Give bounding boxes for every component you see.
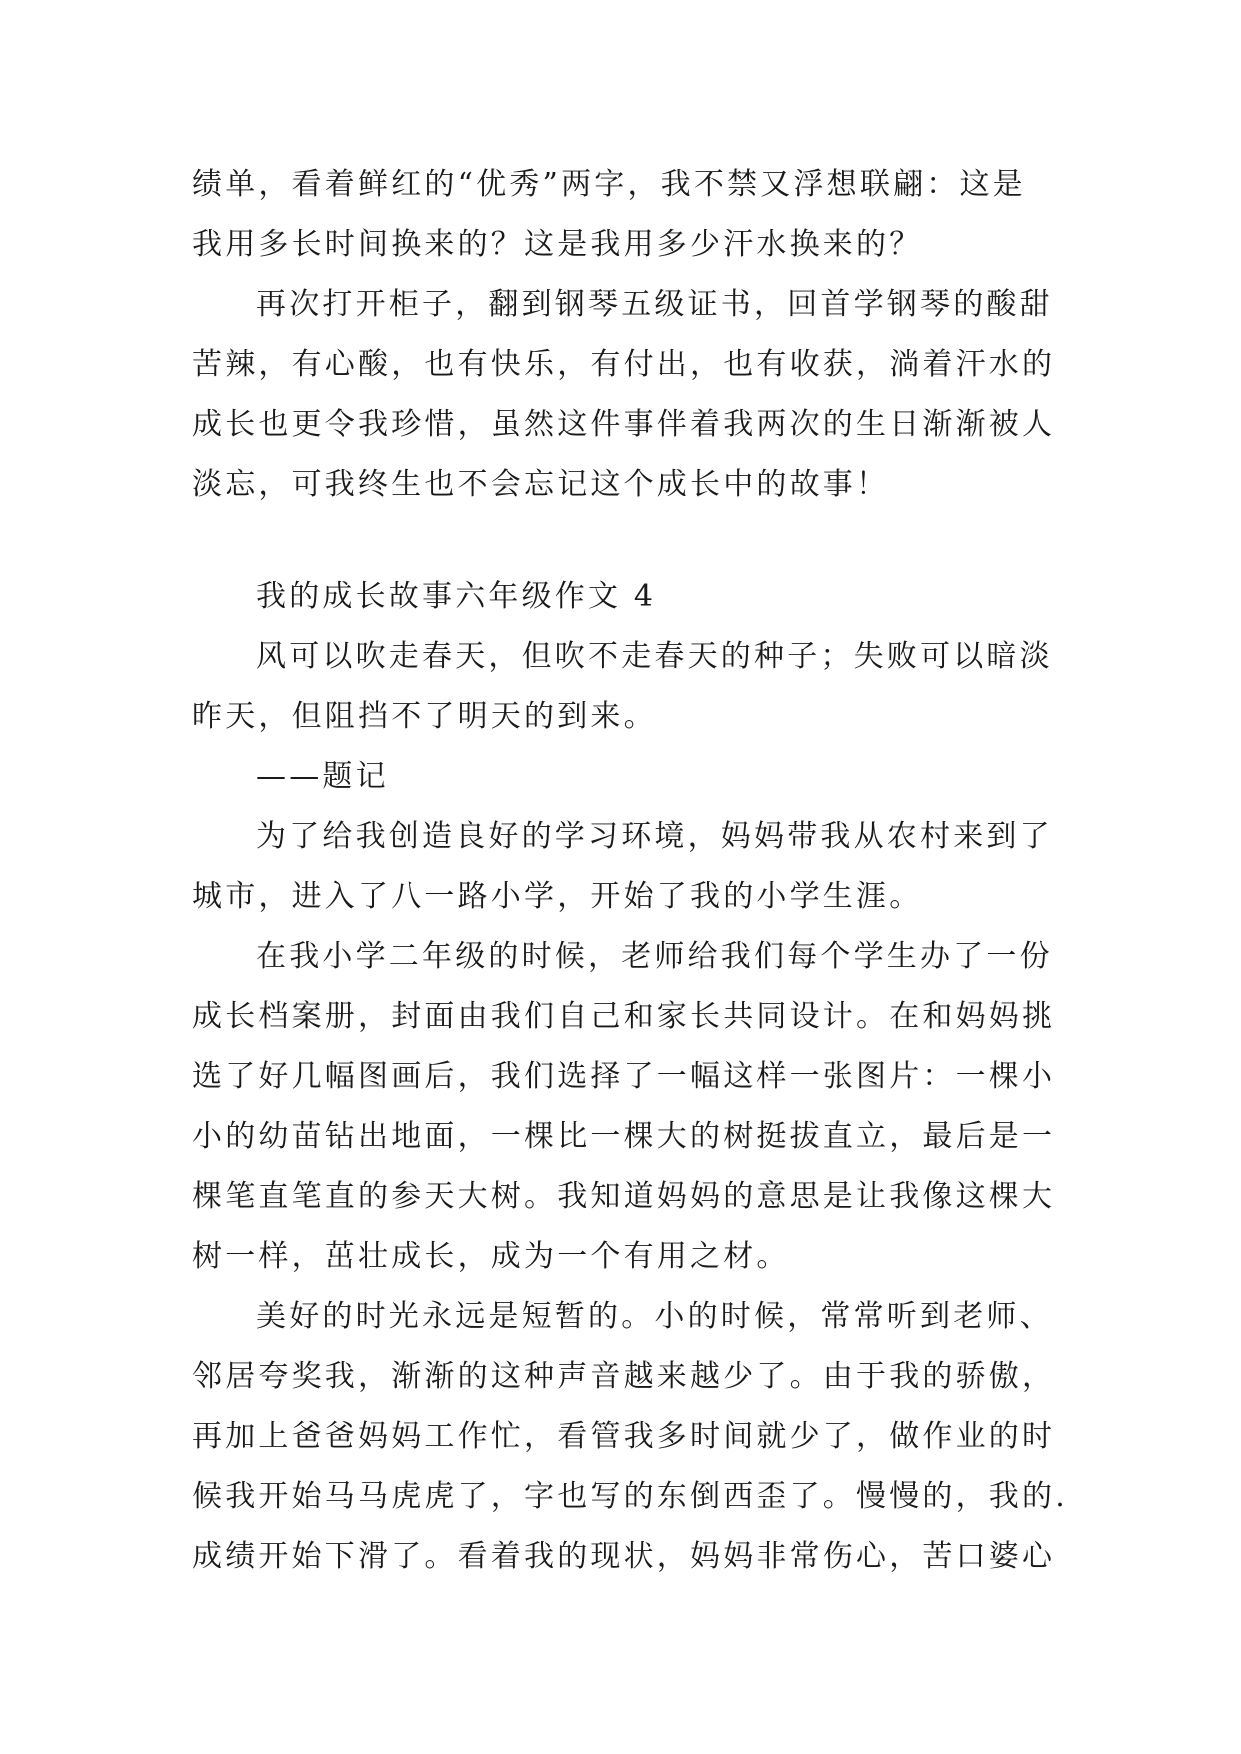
paragraph-line: 绩单，看着鲜红的“优秀”两字，我不禁又浮想联翩：这是 [192,167,1026,202]
paragraph-line: 成长档案册，封面由我们自己和家长共同设计。在和妈妈挑 [192,999,1056,1034]
paragraph-line: 风可以吹走春天，但吹不走春天的种子；失败可以暗淡 [256,639,1053,674]
paragraph-line: 成长也更令我珍惜，虽然这件事伴着我两次的生日渐渐被人 [192,407,1056,442]
paragraph-line: 在我小学二年级的时候，老师给我们每个学生办了一份 [256,939,1053,974]
paragraph-line: 选了好几幅图画后，我们选择了一幅这样一张图片：一棵小 [192,1059,1056,1094]
section-title: 我的成长故事六年级作文 4 [256,579,657,614]
paragraph-line: 我用多长时间换来的？这是我用多少汗水换来的？ [192,227,923,262]
paragraph-line: 再加上爸爸妈妈工作忙，看管我多时间就少了，做作业的时 [192,1419,1056,1454]
paragraph-line: 为了给我创造良好的学习环境，妈妈带我从农村来到了 [256,819,1053,854]
paragraph-line: 树一样，茁壮成长，成为一个有用之材。 [192,1239,790,1274]
epigraph-attribution: ——题记 [256,759,389,794]
paragraph-line: 邻居夸奖我，渐渐的这种声音越来越少了。由于我的骄傲， [192,1359,1056,1394]
paragraph-line: 苦辣，有心酸，也有快乐，有付出，也有收获，淌着汗水的 [192,347,1056,382]
paragraph-line: 成绩开始下滑了。看着我的现状，妈妈非常伤心，苦口婆心 [192,1539,1056,1574]
paragraph-line: 候我开始马马虎虎了，字也写的东倒西歪了。慢慢的，我的. [192,1479,1068,1514]
paragraph-line: 棵笔直笔直的参天大树。我知道妈妈的意思是让我像这棵大 [192,1179,1056,1214]
paragraph-line: 昨天，但阻挡不了明天的到来。 [192,699,657,734]
paragraph-line: 小的幼苗钻出地面，一棵比一棵大的树挺拔直立，最后是一 [192,1119,1056,1154]
paragraph-line: 美好的时光永远是短暂的。小的时候，常常听到老师、 [256,1299,1053,1334]
paragraph-line: 城市，进入了八一路小学，开始了我的小学生涯。 [192,879,923,914]
paragraph-line: 再次打开柜子，翻到钢琴五级证书，回首学钢琴的酸甜 [256,287,1053,322]
paragraph-line: 淡忘，可我终生也不会忘记这个成长中的故事！ [192,467,890,502]
